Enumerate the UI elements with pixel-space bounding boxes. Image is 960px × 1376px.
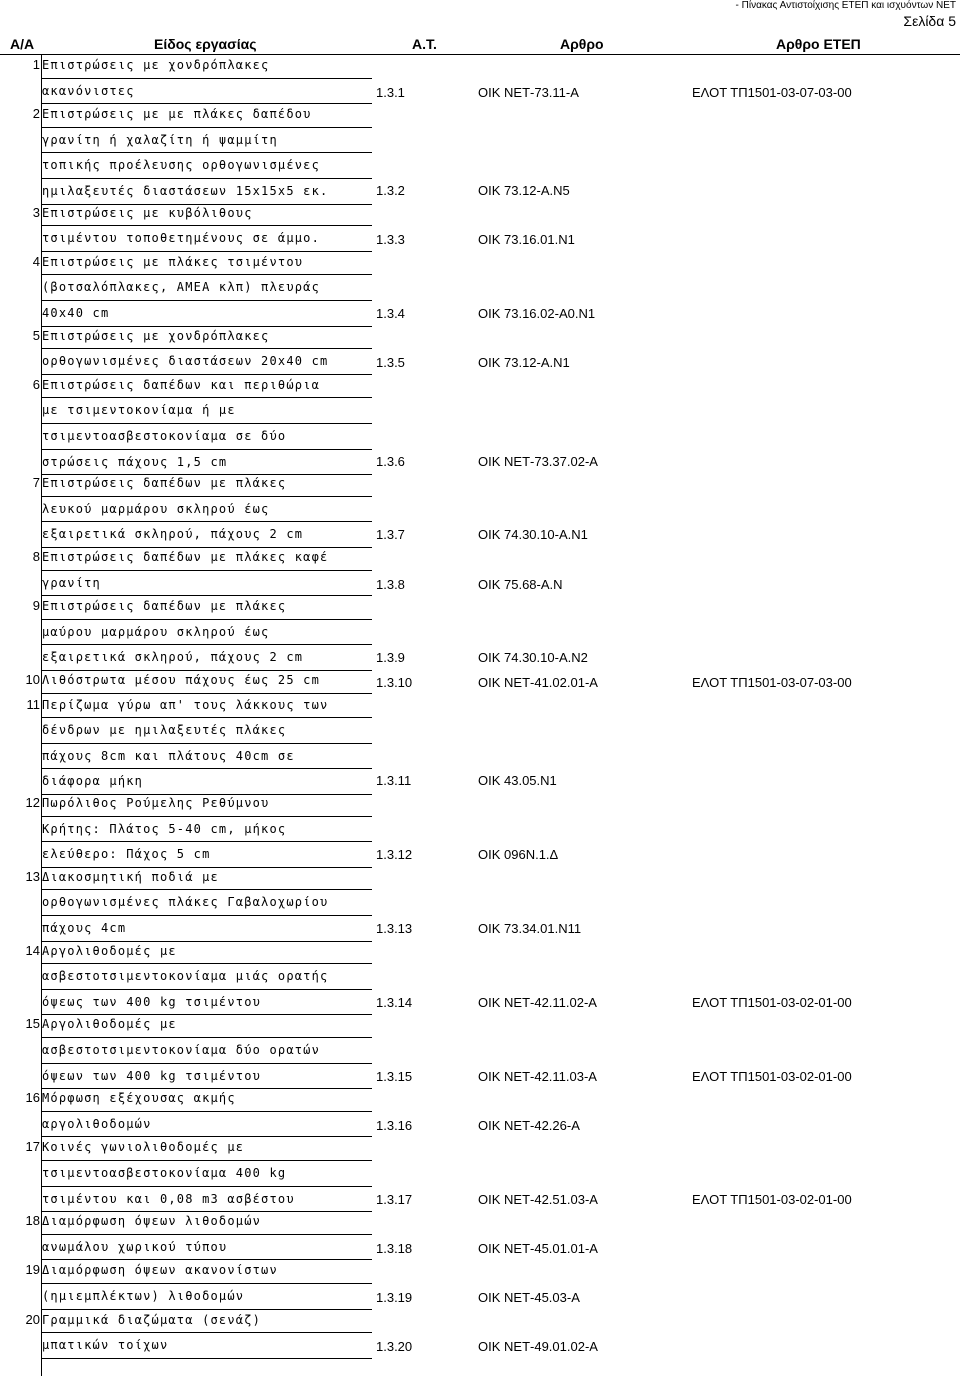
table-row — [0, 471, 960, 545]
article-code: ΟΙΚ ΝΕΤ-73.37.02-Α — [478, 453, 598, 469]
at-code: 1.3.2 — [376, 182, 405, 198]
description-line: Επιστρώσεις δαπέδων και περιθώρια — [42, 373, 372, 399]
at-code: 1.3.1 — [376, 84, 405, 100]
etep-code: ΕΛΟΤ ΤΠ1501-03-07-03-00 — [692, 675, 852, 690]
at-code: 1.3.14 — [376, 994, 413, 1010]
article-code: ΟΙΚ ΝΕΤ-42.11.03-Α — [478, 1068, 597, 1084]
at-code: 1.3.9 — [376, 650, 405, 666]
at-code: 1.3.3 — [376, 232, 405, 248]
col-article-header: Αρθρο — [560, 36, 604, 52]
at-code: 1.3.19 — [376, 1289, 413, 1305]
work-description — [42, 791, 372, 868]
work-description — [42, 201, 372, 252]
description-line: ελεύθερο: Πάχος 5 cm — [42, 842, 372, 868]
at-code: 1.3.8 — [376, 576, 405, 592]
at-code: 1.3.11 — [376, 773, 412, 789]
description-line: Διακοσμητική ποδιά με — [42, 865, 372, 891]
row-number: 13 — [25, 868, 40, 884]
description-line: εξαιρετικά σκληρού, πάχους 2 cm — [42, 645, 372, 671]
at-code: 1.3.5 — [376, 355, 405, 371]
description-line: λευκού μαρμάρου σκληρού έως — [42, 497, 372, 523]
article-code: ΟΙΚ ΝΕΤ-45.03-Α — [478, 1289, 580, 1305]
work-description — [42, 668, 372, 694]
description-line: Διαμόρφωση όψεων λιθοδομών — [42, 1209, 372, 1235]
table-row — [0, 373, 960, 471]
article-code: ΟΙΚ ΝΕΤ-45.01.01-Α — [478, 1240, 598, 1256]
row-number: 10 — [25, 672, 40, 687]
description-line: Επιστρώσεις δαπέδων με πλάκες — [42, 471, 372, 497]
article-code: ΟΙΚ 75.68-Α.Ν — [478, 576, 563, 592]
description-line: τσιμέντου τοποθετημένους σε άμμο. — [42, 226, 372, 252]
at-code: 1.3.6 — [376, 453, 405, 469]
description-line: Επιστρώσεις με χονδρόπλακες — [42, 324, 372, 350]
article-code: ΟΙΚ 73.34.01.Ν11 — [478, 920, 582, 936]
row-number: 2 — [32, 106, 40, 122]
col-etep-header: Αρθρο ΕΤΕΠ — [776, 36, 861, 52]
description-line: Λιθόστρωτα μέσου πάχους έως 25 cm — [42, 668, 372, 694]
description-line: ορθογωνισμένες πλάκες Γαβαλοχωρίου — [42, 890, 372, 916]
row-number: 18 — [25, 1213, 40, 1229]
row-number: 9 — [32, 598, 40, 614]
row-number: 17 — [25, 1139, 40, 1155]
work-description — [42, 545, 372, 596]
table-row — [0, 1135, 960, 1209]
article-code: ΟΙΚ 73.12-Α.Ν1 — [478, 355, 570, 371]
table-header — [0, 34, 960, 55]
description-line: ασβεστοτσιμεντοκονίαμα δύο ορατών — [42, 1038, 372, 1064]
description-line: (βοτσαλόπλακες, ΑΜΕΑ κλπ) πλευράς — [42, 275, 372, 301]
work-description — [42, 865, 372, 942]
article-code: ΟΙΚ ΝΕΤ-49.01.02-Α — [478, 1339, 598, 1355]
at-code: 1.3.17 — [376, 1191, 413, 1207]
work-description — [42, 939, 372, 1016]
article-code: ΟΙΚ 73.16.01.Ν1 — [478, 232, 575, 248]
table-row — [0, 545, 960, 594]
row-number: 12 — [25, 795, 40, 810]
col-aa-header: Α/Α — [10, 36, 35, 52]
at-code: 1.3.20 — [376, 1339, 413, 1355]
table-row — [0, 250, 960, 324]
description-line: ασβεστοτσιμεντοκονίαμα μιάς ορατής — [42, 964, 372, 990]
description-line: πάχους 4cm — [42, 916, 372, 942]
description-line: με τσιμεντοκονίαμα ή με — [42, 398, 372, 424]
work-description — [42, 1308, 372, 1359]
row-number: 6 — [32, 376, 40, 392]
table-row — [0, 1258, 960, 1307]
table-row — [0, 1012, 960, 1086]
row-number: 1 — [32, 57, 40, 72]
work-description — [42, 324, 372, 375]
description-line: Περίζωμα γύρω απ' τους λάκκους των — [42, 693, 372, 719]
description-line: Αργολιθοδομές με — [42, 1012, 372, 1038]
work-description — [42, 102, 372, 204]
work-description — [42, 1209, 372, 1260]
table-row — [0, 693, 960, 791]
article-code: ΟΙΚ ΝΕΤ-42.11.02-Α — [478, 994, 597, 1010]
row-number: 16 — [25, 1090, 40, 1106]
work-description — [42, 471, 372, 548]
description-line: τσιμεντοασβεστοκονίαμα σε δύο — [42, 424, 372, 450]
description-line: Επιστρώσεις δαπέδων με πλάκες καφέ — [42, 545, 372, 571]
description-line: εξαιρετικά σκληρού, πάχους 2 cm — [42, 522, 372, 548]
description-line: ημιλαξευτές διαστάσεων 15x15x5 εκ. — [42, 179, 372, 205]
table-row — [0, 1209, 960, 1258]
work-description — [42, 1012, 372, 1089]
article-code: ΟΙΚ 74.30.10-Α.Ν2 — [478, 650, 588, 666]
description-line: Επιστρώσεις δαπέδων με πλάκες — [42, 594, 372, 620]
description-line: Διαμόρφωση όψεων ακανονίστων — [42, 1258, 372, 1284]
description-line: Κοινές γωνιολιθοδομές με — [42, 1135, 372, 1161]
description-line: Επιστρώσεις με χονδρόπλακες — [42, 53, 372, 79]
work-description — [42, 53, 372, 104]
at-code: 1.3.10 — [376, 675, 413, 690]
row-number: 11 — [26, 696, 40, 712]
description-line: Κρήτης: Πλάτος 5-40 cm, μήκος — [42, 817, 372, 843]
description-line: ανωμάλου χωρικού τύπου — [42, 1235, 372, 1261]
work-description — [42, 250, 372, 327]
description-line: τοπικής προέλευσης ορθογωνισμένες — [42, 153, 372, 179]
at-code: 1.3.4 — [376, 305, 405, 321]
description-line: στρώσεις πάχους 1,5 cm — [42, 450, 372, 476]
article-code: ΟΙΚ ΝΕΤ-42.26-Α — [478, 1117, 580, 1133]
at-code: 1.3.13 — [376, 920, 413, 936]
table-row — [0, 668, 960, 693]
at-code: 1.3.15 — [376, 1068, 413, 1084]
description-line: πάχους 8cm και πλάτους 40cm σε — [42, 744, 372, 770]
row-number: 3 — [32, 204, 40, 220]
description-line: (ημιεμπλέκτων) λιθοδομών — [42, 1284, 372, 1310]
row-number: 14 — [25, 942, 40, 958]
row-number: 8 — [32, 549, 40, 564]
description-line: γρανίτη — [42, 571, 372, 597]
document-header — [736, 0, 956, 30]
table-row — [0, 201, 960, 250]
table-row — [0, 791, 960, 865]
work-description — [42, 693, 372, 795]
at-code: 1.3.7 — [376, 527, 405, 543]
etep-code: ΕΛΟΤ ΤΠ1501-03-02-01-00 — [692, 1068, 852, 1084]
table-row — [0, 939, 960, 1013]
description-line: τσιμέντου και 0,08 m3 ασβέστου — [42, 1187, 372, 1213]
description-line: διάφορα μήκη — [42, 769, 372, 795]
etep-code: ΕΛΟΤ ΤΠ1501-03-07-03-00 — [692, 84, 852, 100]
article-code: ΟΙΚ 43.05.Ν1 — [478, 773, 557, 789]
table-row — [0, 53, 960, 102]
etep-code: ΕΛΟΤ ΤΠ1501-03-02-01-00 — [692, 994, 852, 1010]
description-line: μαύρου μαρμάρου σκληρού έως — [42, 620, 372, 646]
description-line: αργολιθοδομών — [42, 1112, 372, 1138]
article-code: ΟΙΚ ΝΕΤ-42.51.03-Α — [478, 1191, 598, 1207]
row-number: 4 — [32, 253, 40, 269]
table-row — [0, 594, 960, 668]
table-row — [0, 865, 960, 939]
article-code: ΟΙΚ 73.12-Α.Ν5 — [478, 182, 570, 198]
work-description — [42, 373, 372, 475]
article-code: ΟΙΚ 73.16.02-Α0.Ν1 — [478, 305, 596, 321]
at-code: 1.3.16 — [376, 1117, 413, 1133]
col-at-header: Α.Τ. — [412, 36, 437, 52]
description-line: ορθογωνισμένες διαστάσεων 20x40 cm — [42, 349, 372, 375]
row-number: 20 — [25, 1311, 40, 1327]
row-number: 19 — [25, 1262, 40, 1278]
work-description — [42, 1086, 372, 1137]
description-line: δένδρων με ημιλαξευτές πλάκες — [42, 718, 372, 744]
description-line: όψεως των 400 kg τσιμέντου — [42, 990, 372, 1016]
description-line: 40x40 cm — [42, 301, 372, 327]
etep-code: ΕΛΟΤ ΤΠ1501-03-02-01-00 — [692, 1191, 852, 1207]
description-line: Επιστρώσεις με με πλάκες δαπέδου — [42, 102, 372, 128]
row-number: 5 — [32, 327, 40, 343]
description-line: Πωρόλιθος Ρούμελης Ρεθύμνου — [42, 791, 372, 817]
description-line: μπατικών τοίχων — [42, 1333, 372, 1359]
description-line: Επιστρώσεις με πλάκες τσιμέντου — [42, 250, 372, 276]
at-code: 1.3.18 — [376, 1240, 413, 1256]
description-line: Αργολιθοδομές με — [42, 939, 372, 965]
article-code: ΟΙΚ ΝΕΤ-73.11-Α — [478, 84, 579, 100]
at-code: 1.3.12 — [376, 847, 413, 863]
work-description — [42, 594, 372, 671]
description-line: όψεων των 400 kg τσιμέντου — [42, 1064, 372, 1090]
row-number: 7 — [32, 475, 40, 491]
work-description — [42, 1258, 372, 1309]
table-row — [0, 1086, 960, 1135]
description-line: Επιστρώσεις με κυβόλιθους — [42, 201, 372, 227]
description-line: Γραμμικά διαζώματα (σενάζ) — [42, 1308, 372, 1334]
table-row — [0, 324, 960, 373]
table-row — [0, 1308, 960, 1357]
page-number: Σελίδα 5 — [903, 13, 956, 29]
description-line: Μόρφωση εξέχουσας ακμής — [42, 1086, 372, 1112]
work-description — [42, 1135, 372, 1212]
table-row — [0, 102, 960, 200]
description-line: τσιμεντοασβεστοκονίαμα 400 kg — [42, 1161, 372, 1187]
document-title: - Πίνακας Αντιστοίχισης ΕΤΕΠ και ισχυόντων ΝΕΤ — [735, 0, 956, 11]
row-number: 15 — [25, 1016, 40, 1032]
article-code: ΟΙΚ 096Ν.1.Δ — [478, 847, 559, 863]
description-line: γρανίτη ή χαλαζίτη ή ψαμμίτη — [42, 128, 372, 154]
col-type-header: Είδος εργασίας — [154, 36, 257, 52]
description-line: ακανόνιστες — [42, 79, 372, 105]
article-code: ΟΙΚ 74.30.10-Α.Ν1 — [478, 527, 588, 543]
article-code: ΟΙΚ ΝΕΤ-41.02.01-Α — [478, 675, 598, 690]
